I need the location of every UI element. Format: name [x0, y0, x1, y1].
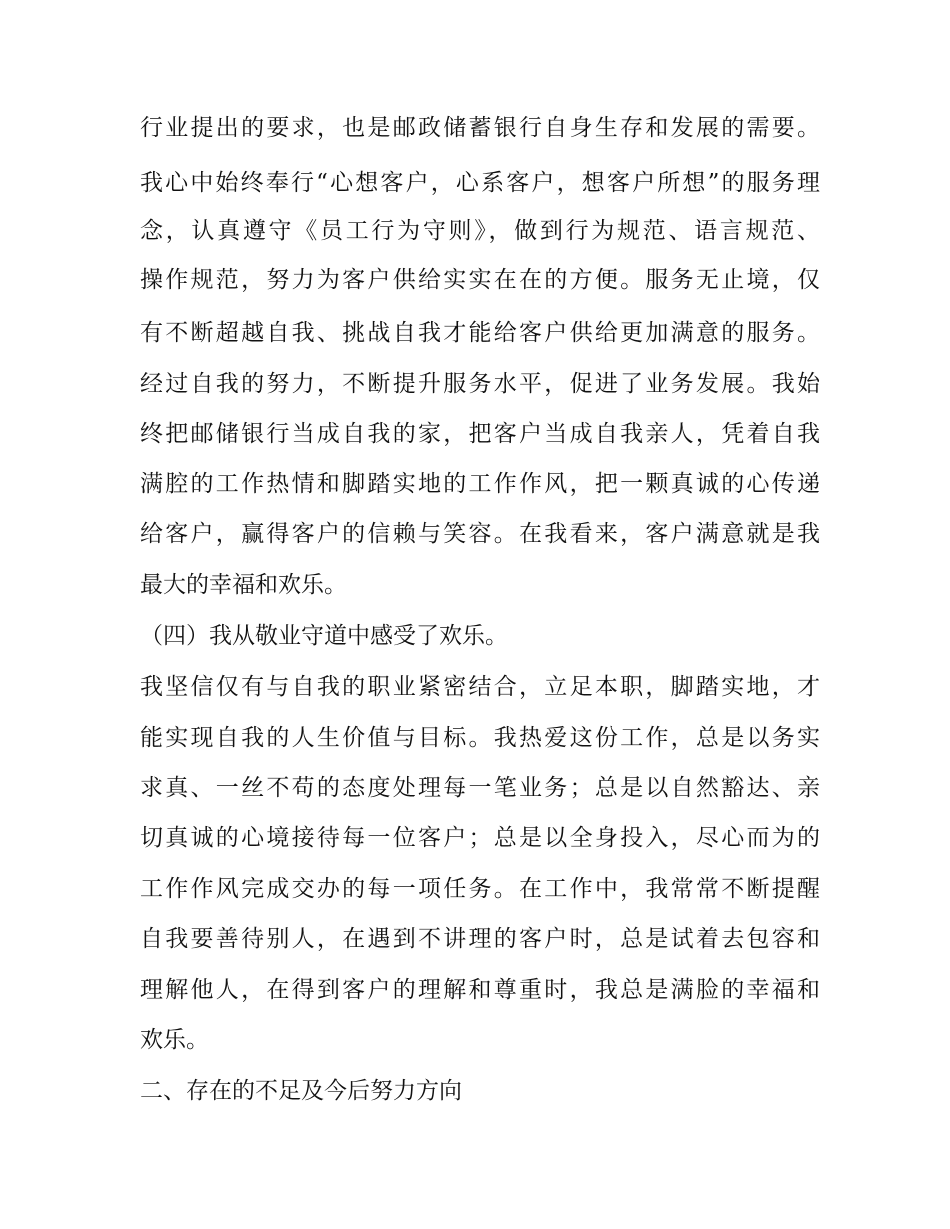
paragraph-line: 工作作风完成交办的每一项任务。在工作中，我常常不断提醒 — [140, 876, 820, 902]
paragraph-line: 切真诚的心境接待每一位客户；总是以全身投入，尽心而为的 — [140, 825, 820, 851]
paragraph-line: 我心中始终奉行“心想客户，心系客户，想客户所想”的服务理 — [140, 170, 820, 196]
paragraph-line: 念，认真遵守《员工行为守则》，做到行为规范、语言规范、 — [140, 218, 820, 244]
paragraph-line: 有不断超越自我、挑战自我才能给客户供给更加满意的服务。 — [140, 320, 820, 346]
paragraph-line: 终把邮储银行当成自我的家，把客户当成自我亲人，凭着自我 — [140, 421, 820, 447]
section-heading: （四）我从敬业守道中感受了欢乐。 — [140, 623, 508, 649]
paragraph-line: 经过自我的努力，不断提升服务水平，促进了业务发展。我始 — [140, 371, 820, 397]
paragraph-line: 满腔的工作热情和脚踏实地的工作作风，把一颗真诚的心传递 — [140, 471, 820, 497]
paragraph-line: 最大的幸福和欢乐。 — [140, 572, 347, 598]
paragraph-line: 求真、一丝不苟的态度处理每一笔业务；总是以自然豁达、亲 — [140, 775, 820, 801]
paragraph-line: 我坚信仅有与自我的职业紧密结合，立足本职，脚踏实地，才 — [140, 674, 820, 700]
paragraph-line: 欢乐。 — [140, 1027, 209, 1053]
paragraph-line: 自我要善待别人，在遇到不讲理的客户时，总是试着去包容和 — [140, 926, 820, 952]
paragraph-line: 行业提出的要求，也是邮政储蓄银行自身生存和发展的需要。 — [140, 115, 820, 141]
section-heading: 二、存在的不足及今后努力方向 — [140, 1078, 462, 1104]
paragraph-line: 理解他人，在得到客户的理解和尊重时，我总是满脸的幸福和 — [140, 977, 820, 1003]
paragraph-line: 操作规范，努力为客户供给实实在在的方便。服务无止境，仅 — [140, 267, 820, 293]
paragraph-line: 能实现自我的人生价值与目标。我热爱这份工作，总是以务实 — [140, 725, 820, 751]
paragraph-line: 给客户，赢得客户的信赖与笑容。在我看来，客户满意就是我 — [140, 521, 820, 547]
